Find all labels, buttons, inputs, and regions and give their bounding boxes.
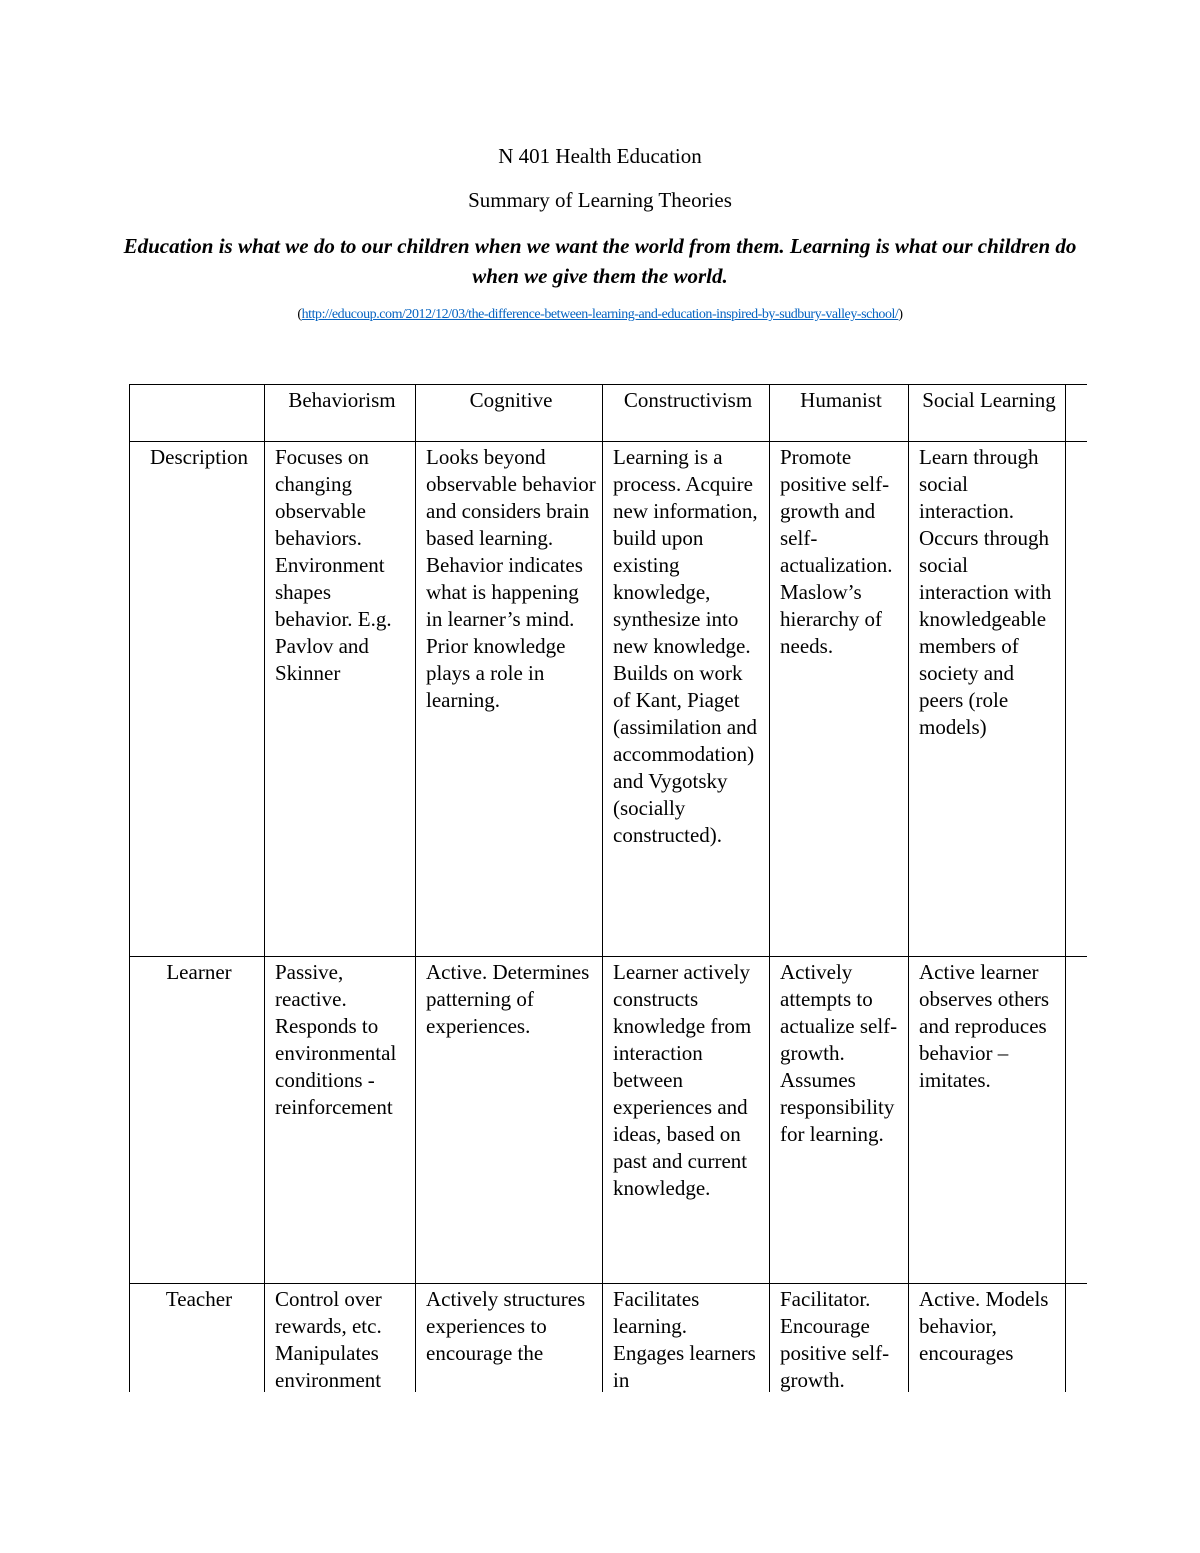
empty-narrow-cell xyxy=(1066,957,1088,1284)
table-cell: Actively attempts to actualize self-growth. Assumes responsibility for learning. xyxy=(770,957,909,1284)
table-cell: Facilitator. Encourage positive self-growth. xyxy=(770,1284,909,1393)
table-row xyxy=(130,1284,1088,1393)
table-cell: Passive, reactive. Responds to environmental conditions - reinforcement xyxy=(265,957,416,1284)
table-cell: Active. Determines patterning of experiences. xyxy=(416,957,603,1284)
column-header-humanist: Humanist xyxy=(770,385,909,442)
header-row xyxy=(130,385,1088,442)
learning-theories-table xyxy=(129,384,1087,1392)
empty-narrow-cell xyxy=(1066,442,1088,957)
table-cell: Active. Models behavior, encourages xyxy=(909,1284,1066,1393)
epigraph-quote: Education is what we do to our children when we want the world from them. Learning is what our children do when we give them the world. xyxy=(123,234,1077,288)
table-cell: Facilitates learning. Engages learners in xyxy=(603,1284,770,1393)
column-header-cognitive: Cognitive xyxy=(416,385,603,442)
theories-table-container xyxy=(129,384,1087,1392)
document-title: N 401 Health Education xyxy=(498,144,702,168)
document-subtitle: Summary of Learning Theories xyxy=(468,188,732,212)
source-open-paren: ( xyxy=(297,307,302,322)
table-cell: Promote positive self-growth and self-actualization. Maslow’s hierarchy of needs. xyxy=(770,442,909,957)
empty-narrow-cell xyxy=(1066,1284,1088,1393)
table-cell: Focuses on changing observable behaviors. Environment shapes behavior. E.g. Pavlov and Skinner xyxy=(265,442,416,957)
column-header-behaviorism: Behaviorism xyxy=(265,385,416,442)
row-label-description: Description xyxy=(130,442,265,957)
table-row xyxy=(130,957,1088,1284)
table-cell: Actively structures experiences to encourage the xyxy=(416,1284,603,1393)
header-corner-cell xyxy=(130,385,265,442)
table-cell: Control over rewards, etc. Manipulates environment xyxy=(265,1284,416,1393)
column-header-constructivism: Constructivism xyxy=(603,385,770,442)
table-cell: Active learner observes others and reproduces behavior – imitates. xyxy=(909,957,1066,1284)
source-close-paren: ) xyxy=(898,307,903,322)
table-cell: Learn through social interaction. Occurs through social interaction with knowledgeable members of society and peers (role models) xyxy=(909,442,1066,957)
source-link[interactable]: http://educoup.com/2012/12/03/the-difference-between-learning-and-education-inspired-by-sudbury-valley-school/ xyxy=(301,307,899,322)
row-label-teacher: Teacher xyxy=(130,1284,265,1393)
table-row xyxy=(130,442,1088,957)
table-cell: Looks beyond observable behavior and considers brain based learning. Behavior indicates what is happening in learner’s mind. Prior knowledge plays a role in learning. xyxy=(416,442,603,957)
empty-narrow-cell xyxy=(1066,385,1088,442)
quote-source xyxy=(0,306,1200,324)
table-cell: Learner actively constructs knowledge from interaction between experiences and ideas, based on past and current knowledge. xyxy=(603,957,770,1284)
table-cell: Learning is a process. Acquire new information, build upon existing knowledge, synthesize into new knowledge. Builds on work of Kant, Piaget (assimilation and accommodation) and Vygotsky (socially constructed). xyxy=(603,442,770,957)
row-label-learner: Learner xyxy=(130,957,265,1284)
column-header-social-learning: Social Learning xyxy=(909,385,1066,442)
